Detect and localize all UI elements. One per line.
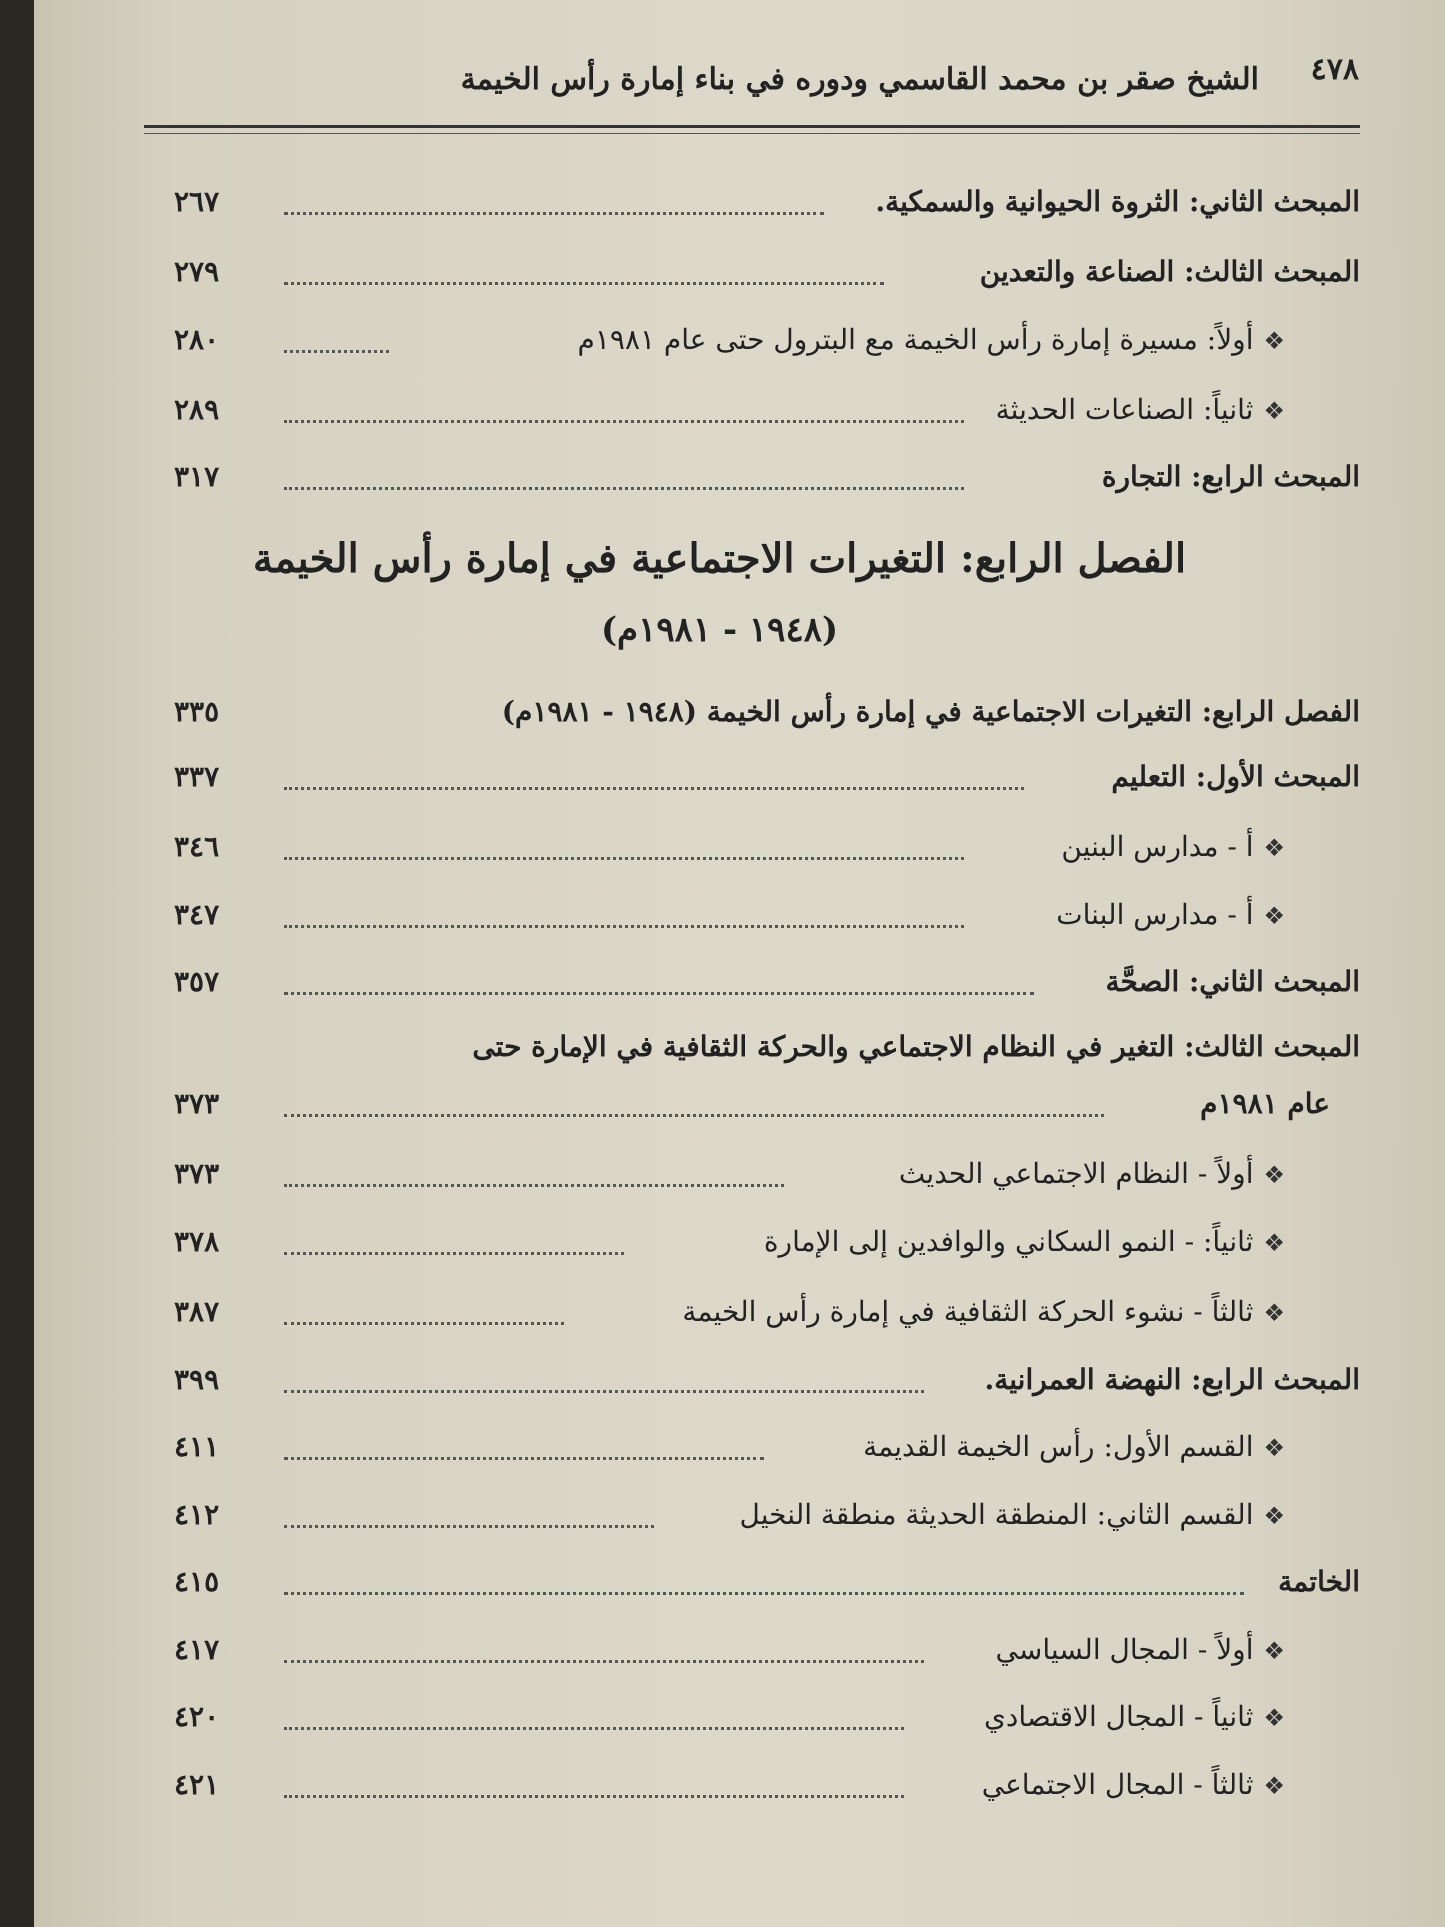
dot-leader: [284, 1707, 904, 1730]
toc-entry-page: ٢٧٩: [174, 255, 220, 288]
toc-entry-page: ٣٥٧: [174, 965, 220, 998]
toc-entry-label: ❖ثالثاً - نشوء الحركة الثقافية في إمارة رأس الخيمة: [682, 1295, 1285, 1328]
toc-entry: [174, 1628, 1360, 1678]
toc-entry-page: ٣٧٣: [174, 1087, 220, 1120]
diamond-bullet-icon: ❖: [1263, 1772, 1285, 1800]
diamond-bullet-icon: ❖: [1263, 1299, 1285, 1327]
toc-entry-page: ٣٣٥: [174, 695, 220, 728]
toc-entry-label: المبحث الثالث: الصناعة والتعدين: [979, 255, 1360, 288]
toc-entry: [174, 690, 1360, 740]
toc-entry-page: ٣٧٣: [174, 1157, 220, 1190]
toc-entry-label: ❖أولاً: مسيرة إمارة رأس الخيمة مع البترول حتى عام ١٩٨١م: [577, 323, 1285, 356]
toc-entry: [174, 388, 1360, 438]
dot-leader: [284, 192, 824, 215]
toc-entry-page: ٤١٧: [174, 1633, 220, 1666]
toc-entry-label: المبحث الثاني: الصحَّة: [1105, 965, 1360, 998]
toc-entry: [174, 1025, 1360, 1145]
toc-entry-page: ٤١٢: [174, 1498, 220, 1531]
dot-leader: [284, 767, 1024, 790]
toc-entry: [174, 1220, 1360, 1270]
toc-entry-label-continued: عام ١٩٨١م: [1200, 1087, 1330, 1120]
dot-leader: [284, 262, 884, 285]
dot-leader: [284, 905, 964, 928]
toc-entry: [174, 825, 1360, 875]
toc-entry: [174, 755, 1360, 805]
toc-entry-page: ٣٧٨: [174, 1225, 220, 1258]
toc-entry-page: ٣٤٧: [174, 898, 220, 931]
toc-entry-page: ٣٣٧: [174, 760, 220, 793]
toc-entry-label: المبحث الأول: التعليم: [1111, 760, 1360, 793]
toc-entry: [174, 1425, 1360, 1475]
toc-entry-label: المبحث الرابع: النهضة العمرانية.: [984, 1363, 1360, 1396]
diamond-bullet-icon: ❖: [1263, 397, 1285, 425]
toc-entry: [174, 1763, 1360, 1813]
toc-entry-label: ❖أولاً - النظام الاجتماعي الحديث: [898, 1157, 1285, 1190]
toc-entry-label: الخاتمة: [1278, 1565, 1360, 1598]
dot-leader: [284, 400, 964, 423]
toc-entry-label: ❖ثالثاً - المجال الاجتماعي: [981, 1768, 1285, 1801]
diamond-bullet-icon: ❖: [1263, 1502, 1285, 1530]
toc-entry-label: ❖ثانياً: - النمو السكاني والوافدين إلى الإمارة: [763, 1225, 1285, 1258]
toc-entry-page: ٤١١: [174, 1430, 220, 1463]
dot-leader: [284, 330, 389, 353]
toc-entry-label: ❖أ - مدارس البنات: [1056, 898, 1285, 931]
toc-entry-page: ٢٦٧: [174, 185, 220, 218]
toc-entry: [174, 1152, 1360, 1202]
diamond-bullet-icon: ❖: [1263, 1229, 1285, 1257]
toc-entry: [174, 1493, 1360, 1543]
toc-entry-label: ❖أولاً - المجال السياسي: [995, 1633, 1285, 1666]
dot-leader: [284, 467, 964, 490]
toc-entry-page: ٣٩٩: [174, 1363, 220, 1396]
book-page: [34, 0, 1445, 1927]
toc-entry: [174, 1358, 1360, 1408]
toc-entry-label: ❖أ - مدارس البنين: [1061, 830, 1285, 863]
diamond-bullet-icon: ❖: [1263, 1637, 1285, 1665]
toc-entry-page: ٢٨٩: [174, 393, 220, 426]
dot-leader: [284, 972, 1034, 995]
toc-entry-label: الفصل الرابع: التغيرات الاجتماعية في إمارة رأس الخيمة (١٩٤٨ - ١٩٨١م): [501, 695, 1360, 728]
dot-leader: [284, 1437, 764, 1460]
running-title: الشيخ صقر بن محمد القاسمي ودوره في بناء إمارة رأس الخيمة: [460, 62, 1259, 97]
page-number: ٤٧٨: [1310, 52, 1359, 87]
diamond-bullet-icon: ❖: [1263, 1434, 1285, 1462]
diamond-bullet-icon: ❖: [1263, 834, 1285, 862]
toc-entry-page: ٤٢١: [174, 1768, 220, 1801]
diamond-bullet-icon: ❖: [1263, 327, 1285, 355]
toc-entry: [174, 455, 1360, 505]
toc-entry-label: المبحث الثالث: التغير في النظام الاجتماعي والحركة الثقافية في الإمارة حتى: [472, 1030, 1360, 1063]
dot-leader: [284, 1370, 924, 1393]
dot-leader: [284, 1640, 924, 1663]
page-header: [144, 52, 1359, 122]
toc-entry-label: المبحث الثاني: الثروة الحيوانية والسمكية.: [875, 185, 1360, 218]
toc-entry: [174, 1290, 1360, 1340]
toc-entry-page: ٤٢٠: [174, 1700, 220, 1733]
toc-entry-label: ❖ثانياً: الصناعات الحديثة: [995, 393, 1285, 426]
toc-entry-page: ٣١٧: [174, 460, 220, 493]
toc-entry-label: ❖القسم الثاني: المنطقة الحديثة منطقة النخيل: [739, 1498, 1285, 1531]
toc-entry-label: المبحث الرابع: التجارة: [1101, 460, 1360, 493]
header-rule-thin: [144, 133, 1360, 134]
chapter-heading: الفصل الرابع: التغيرات الاجتماعية في إمارة رأس الخيمة: [252, 535, 1187, 582]
chapter-heading-years: (١٩٤٨ - ١٩٨١م): [600, 610, 839, 650]
diamond-bullet-icon: ❖: [1263, 1161, 1285, 1189]
dot-leader: [284, 1232, 624, 1255]
toc-entry: [174, 180, 1360, 230]
toc-entry: [174, 1560, 1360, 1610]
diamond-bullet-icon: ❖: [1263, 902, 1285, 930]
dot-leader: [284, 1164, 784, 1187]
toc-entry: [174, 318, 1360, 368]
toc-entry-page: ٢٨٠: [174, 323, 220, 356]
dot-leader: [284, 1302, 564, 1325]
toc-entry: [174, 893, 1360, 943]
toc-entry-page: ٣٤٦: [174, 830, 220, 863]
toc-entry-label: ❖ثانياً - المجال الاقتصادي: [983, 1700, 1285, 1733]
dot-leader: [284, 1775, 904, 1798]
dot-leader: [284, 1505, 654, 1528]
dot-leader: [284, 1094, 1104, 1117]
toc-entry: [174, 250, 1360, 300]
dot-leader: [284, 1572, 1244, 1595]
dot-leader: [284, 837, 964, 860]
toc-entry: [174, 960, 1360, 1010]
toc-entry: [174, 1695, 1360, 1745]
header-rule-thick: [144, 125, 1360, 128]
toc-entry-page: ٣٨٧: [174, 1295, 220, 1328]
diamond-bullet-icon: ❖: [1263, 1704, 1285, 1732]
toc-entry-label: ❖القسم الأول: رأس الخيمة القديمة: [863, 1430, 1285, 1463]
toc-entry-page: ٤١٥: [174, 1565, 220, 1598]
